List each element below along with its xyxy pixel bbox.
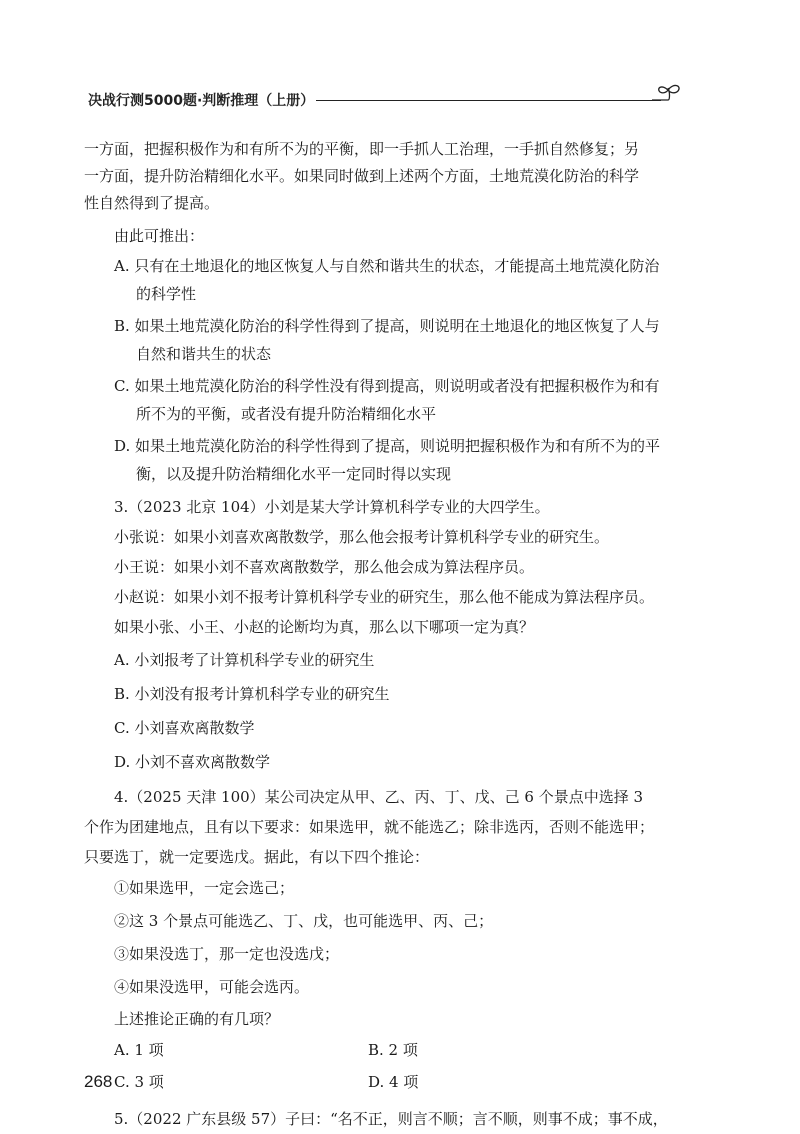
q3-question: 如果小张、小王、小赵的论断均为真，那么以下哪项一定为真？ [114, 618, 535, 636]
q4-title-line: 4.（2025 天津 100）某公司决定从甲、乙、丙、丁、戊、己 6 个景点中选择 3 [114, 788, 644, 806]
sprout-icon [648, 82, 688, 110]
q4-option-d: D. 4 项 [368, 1073, 419, 1091]
q3-option-d: D. 小刘不喜欢离散数学 [114, 753, 271, 771]
q4-options-row [84, 1034, 674, 1066]
q4-option-b: B. 2 项 [368, 1041, 418, 1059]
q4-title-line: 个作为团建地点，且有以下要求：如果选甲，就不能选乙；除非选丙，否则不能选甲； [84, 818, 655, 836]
q2-stem: 由此可推出： [114, 227, 205, 245]
q2-option-c: C. 如果土地荒漠化防治的科学性没有得到提高，则说明或者没有把握积极作为和有所不为的平衡，或者没有提升防治精细化水平 [114, 377, 660, 423]
intro-line: 一方面，提升防治精细化水平。如果同时做到上述两个方面，土地荒漠化防治的科学 [84, 167, 640, 185]
q4-options-row [84, 1066, 674, 1098]
q3-title: 3.（2023 北京 104）小刘是某大学计算机科学专业的大四学生。 [114, 498, 550, 516]
q2-option-a: A. 只有在土地退化的地区恢复人与自然和谐共生的状态，才能提高土地荒漠化防治的科学性 [114, 257, 660, 303]
q4-inference: ④如果没选甲，可能会选丙。 [114, 978, 310, 996]
page-number: 268 [84, 1072, 113, 1091]
book-title: 决战行测5000题·判断推理（上册） [88, 93, 315, 109]
q2-option-d: D. 如果土地荒漠化防治的科学性得到了提高，则说明把握积极作为和有所不为的平衡，以及提升防治精细化水平一定同时得以实现 [114, 437, 661, 483]
intro-line: 性自然得到了提高。 [84, 194, 220, 212]
intro-line: 一方面，把握积极作为和有所不为的平衡，即一手抓人工治理，一手抓自然修复；另 [84, 140, 640, 158]
q2-option-b: B. 如果土地荒漠化防治的科学性得到了提高，则说明在土地退化的地区恢复了人与自然和谐共生的状态 [114, 317, 660, 363]
q3-option-c: C. 小刘喜欢离散数学 [114, 719, 255, 737]
header-rule [316, 100, 661, 101]
q4-inference: ①如果选甲，一定会选己； [114, 879, 295, 897]
q3-statement: 小赵说：如果小刘不报考计算机科学专业的研究生，那么他不能成为算法程序员。 [114, 588, 655, 606]
page-body [84, 136, 674, 1134]
q4-option-c: C. 3 项 [114, 1073, 164, 1091]
q3-statement: 小张说：如果小刘喜欢离散数学，那么他会报考计算机科学专业的研究生。 [114, 528, 610, 546]
q5-title: 5.（2022 广东县级 57）子曰：“名不正，则言不顺；言不顺，则事不成；事不成， [114, 1110, 668, 1128]
q4-option-a: A. 1 项 [114, 1041, 164, 1059]
q3-option-b: B. 小刘没有报考计算机科学专业的研究生 [114, 685, 390, 703]
q4-inference: ②这 3 个景点可能选乙、丁、戊，也可能选甲、丙、己； [114, 912, 494, 930]
q4-question: 上述推论正确的有几项？ [114, 1010, 280, 1028]
q4-inference: ③如果没选丁，那一定也没选戊； [114, 945, 340, 963]
q3-option-a: A. 小刘报考了计算机科学专业的研究生 [114, 651, 375, 669]
running-header [88, 82, 688, 112]
q4-title-line: 只要选丁，就一定要选戊。据此，有以下四个推论： [84, 848, 430, 866]
q3-statement: 小王说：如果小刘不喜欢离散数学，那么他会成为算法程序员。 [114, 558, 535, 576]
